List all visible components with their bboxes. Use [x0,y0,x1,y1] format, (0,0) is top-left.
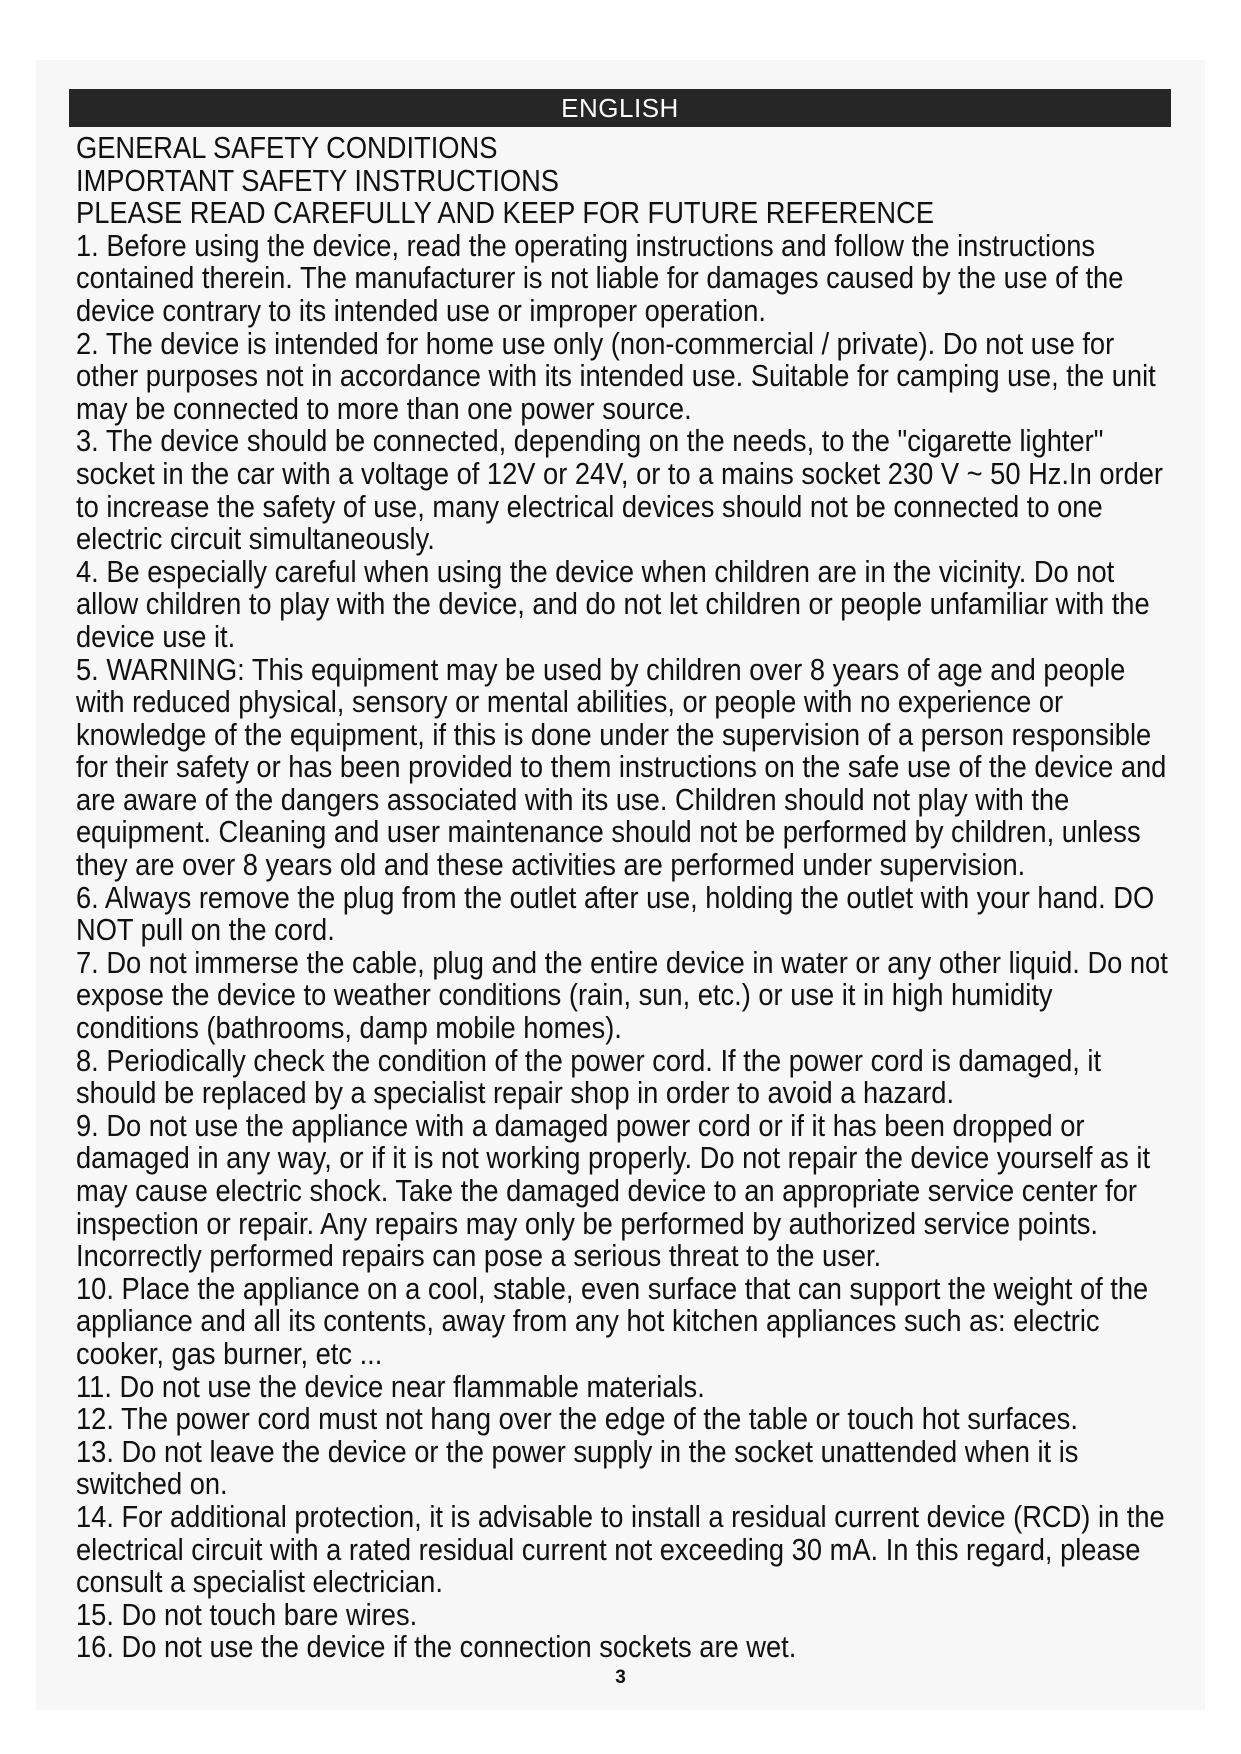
section-heading-general: GENERAL SAFETY CONDITIONS [76,130,498,165]
instruction-item-8: 8. Periodically check the condition of the power cord. If the power cord is damaged, it should be replaced by a specialist repair shop in order to avoid a hazard. [76,1042,1102,1111]
instruction-item-13: 13. Do not leave the device or the power supply in the socket unattended when it is switched on. [76,1433,1079,1502]
instruction-item-2: 2. The device is intended for home use only (non-commercial / private). Do not use for other purposes not in accordance with its intended use. Suitable for camping use, the unit may be connected to more than one power source. [76,325,1156,426]
instruction-item-9: 9. Do not use the appliance with a damaged power cord or if it has been dropped or damaged in any way, or if it is not working properly. Do not repair the device yourself as it may cause electric shock. Take the damaged device to an appropriate service center for inspection or repair. Any repairs may only be performed by authorized service points. Incorrectly performed repairs can pose a serious threat to the user. [76,1107,1151,1274]
language-label: ENGLISH [561,93,679,123]
section-heading-read-carefully: PLEASE READ CAREFULLY AND KEEP FOR FUTURE REFERENCE [76,195,935,231]
section-heading-important: IMPORTANT SAFETY INSTRUCTIONS [76,162,560,198]
instruction-item-5: 5. WARNING: This equipment may be used by children over 8 years of age and people with reduced physical, sensory or mental abilities, or people with no experience or knowledge of the equipment, if this is done under the supervision of a person responsible for their safety or has been provided to them instructions on the safe use of the device and are aware of the dangers associated with its use. Children should not play with the equipment. Cleaning and user maintenance should not be performed by children, unless they are over 8 years old and these activities are performed under supervision. [76,651,1167,883]
instruction-item-12: 12. The power cord must not hang over the edge of the table or touch hot surfaces. [76,1401,1078,1437]
instruction-item-10: 10. Place the appliance on a cool, stable, even surface that can support the weight of the appliance and all its contents, away from any hot kitchen appliances such as: electric cooker, gas burner, etc ... [76,1270,1149,1371]
safety-instructions-content [76,132,1174,1664]
instruction-item-3: 3. The device should be connected, depending on the needs, to the "cigarette lighter" socket in the car with a voltage of 12V or 24V, or to a mains socket 230 V ~ 50 Hz.In order to increase the safety of use, many electrical devices should not be connected to one electric circuit simultaneously. [76,423,1164,557]
instruction-item-14: 14. For additional protection, it is advisable to install a residual current device (RCD) in the electrical circuit with a rated residual current not exceeding 30 mA. In this regard, please consult a specialist electrician. [76,1498,1165,1600]
instruction-item-11: 11. Do not use the device near flammable materials. [76,1368,705,1404]
instruction-item-1: 1. Before using the device, read the operating instructions and follow the instructions contained therein. The manufacturer is not liable for damages caused by the use of the device contrary to its intended use or improper operation. [76,227,1124,328]
page-number: 3 [615,1667,626,1688]
instruction-item-15: 15. Do not touch bare wires. [76,1596,418,1632]
instruction-item-4: 4. Be especially careful when using the device when children are in the vicinity. Do not allow children to play with the device, and do not let children or people unfamiliar with the device use it. [76,553,1150,654]
language-header-bar [69,89,1171,127]
instruction-item-6: 6. Always remove the plug from the outlet after use, holding the outlet with your hand. DO NOT pull on the cord. [76,879,1155,948]
instruction-item-7: 7. Do not immerse the cable, plug and the entire device in water or any other liquid. Do not expose the device to weather conditions (rain, sun, etc.) or use it in high humidity conditions (bathrooms, damp mobile homes). [76,944,1168,1046]
instruction-item-16: 16. Do not use the device if the connection sockets are wet. [76,1629,797,1665]
